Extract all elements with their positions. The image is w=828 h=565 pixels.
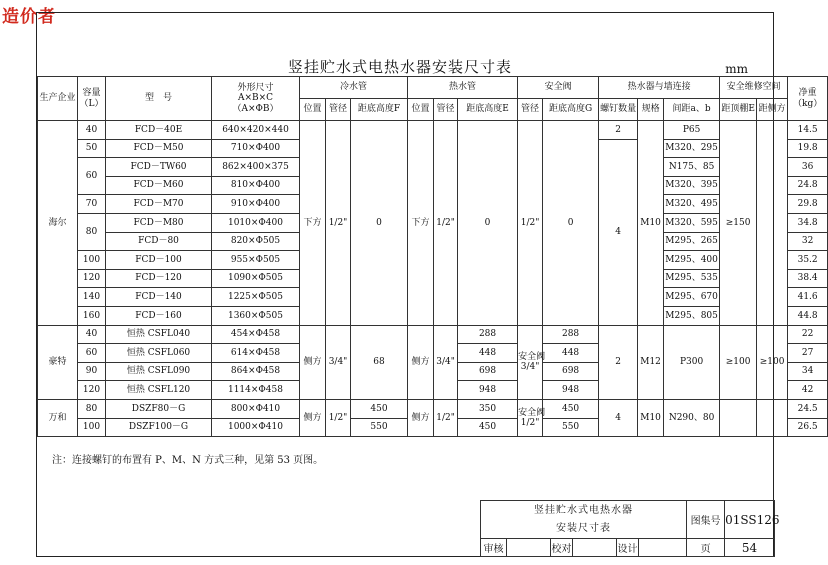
weight-cell: 41.6 [788,288,828,307]
spacing-cell: N290、80 [664,399,720,436]
atlas-label: 图集号 [687,501,725,539]
spacing-cell: P300 [664,325,720,399]
dimensions-cell: 1090×Φ505 [212,269,300,288]
hot-diameter-cell: 1/2" [434,121,458,326]
header-hot-position: 位置 [408,99,434,121]
header-height-g: 距底高度G [543,99,599,121]
valve-diameter-cell: 安全阀 1/2" [518,399,543,436]
valve-height-cell: 288 [543,325,599,344]
spacing-cell: P65 [664,121,720,140]
valve-diameter-cell: 安全阀 3/4" [518,325,543,399]
weight-cell: 38.4 [788,269,828,288]
spec-cell: M10 [638,121,664,326]
model-cell: FCD－120 [106,269,212,288]
top-distance-cell: ≥100 [720,325,757,399]
header-wall-connection: 热水器与墙连接 [599,77,720,99]
model-cell: 恒热 CSFL120 [106,381,212,400]
model-cell: 恒热 CSFL040 [106,325,212,344]
brand-haier: 海尔 [38,121,78,326]
weight-cell: 14.5 [788,121,828,140]
model-cell: FCD－80 [106,232,212,251]
capacity-cell: 60 [78,158,106,195]
weight-cell: 44.8 [788,306,828,325]
installation-size-table [37,76,828,437]
header-side-distance: 距侧方 [757,99,788,121]
spacing-cell: M295、265 [664,232,720,251]
table-title: 竖挂贮水式电热水器安装尺寸表 [287,58,512,76]
model-cell: FCD－160 [106,306,212,325]
capacity-cell: 80 [78,399,106,418]
side-distance-cell [757,121,788,326]
header-height-f: 距底高度F [351,99,408,121]
atlas-number: 01SS126 [725,501,775,539]
hot-height-cell: 0 [458,121,518,326]
capacity-cell: 90 [78,362,106,381]
dimensions-cell: 710×Φ400 [212,139,300,158]
header-model: 型 号 [106,77,212,121]
dimensions-cell: 1360×Φ505 [212,306,300,325]
bolt-count-cell: 2 [599,325,638,399]
dimensions-cell: 862×400×375 [212,158,300,177]
design-signature [639,539,687,557]
header-cold-pipe: 冷水管 [300,77,408,99]
model-cell: FCD－40E [106,121,212,140]
hot-height-cell: 450 [458,418,518,437]
dimensions-cell: 955×Φ505 [212,251,300,270]
capacity-cell: 40 [78,325,106,344]
header-capacity: 容量 （L） [78,77,106,121]
spacing-cell: M320、295 [664,139,720,158]
hot-height-cell: 698 [458,362,518,381]
valve-height-cell: 948 [543,381,599,400]
weight-cell: 42 [788,381,828,400]
dimensions-cell: 640×420×440 [212,121,300,140]
weight-cell: 34 [788,362,828,381]
header-top-distance: 距顶棚E [720,99,757,121]
header-cold-diameter: 管径 [326,99,351,121]
side-distance-cell [757,399,788,436]
review-label: 审核 [481,539,507,557]
dimensions-cell: 910×Φ400 [212,195,300,214]
valve-height-cell: 550 [543,418,599,437]
hot-height-cell: 288 [458,325,518,344]
table-row [38,121,828,140]
cold-position-cell: 侧方 [300,399,326,436]
cold-height-cell: 550 [351,418,408,437]
hot-diameter-cell: 3/4" [434,325,458,399]
hot-height-cell: 448 [458,344,518,363]
spacing-cell: M295、535 [664,269,720,288]
cold-diameter-cell: 1/2" [326,399,351,436]
hot-height-cell: 350 [458,399,518,418]
weight-cell: 34.8 [788,213,828,232]
model-cell: FCD－M80 [106,213,212,232]
bolt-count-cell: 4 [599,399,638,436]
top-distance-cell: ≥150 [720,121,757,326]
spacing-cell: M295、400 [664,251,720,270]
hot-diameter-cell: 1/2" [434,399,458,436]
valve-diameter-cell: 1/2" [518,121,543,326]
cold-diameter-cell: 3/4" [326,325,351,399]
weight-cell: 27 [788,344,828,363]
brand-wanhe: 万和 [38,399,78,436]
cold-height-cell: 68 [351,325,408,399]
model-cell: FCD－M50 [106,139,212,158]
spacing-cell: M295、805 [664,306,720,325]
model-cell: FCD－TW60 [106,158,212,177]
header-cold-position: 位置 [300,99,326,121]
header-net-weight: 净重 （kg） [788,77,828,121]
brand-haote: 豪特 [38,325,78,399]
weight-cell: 24.8 [788,176,828,195]
dimensions-cell: 864×Φ458 [212,362,300,381]
spacing-cell: N175、85 [664,158,720,177]
cold-diameter-cell: 1/2" [326,121,351,326]
header-valve-diameter: 管径 [518,99,543,121]
watermark-logo: 造价者 [2,7,56,27]
model-cell: FCD－M60 [106,176,212,195]
cold-height-cell: 0 [351,121,408,326]
spacing-cell: M320、595 [664,213,720,232]
capacity-cell: 50 [78,139,106,158]
cold-position-cell: 下方 [300,121,326,326]
capacity-cell: 40 [78,121,106,140]
unit-label: mm [725,62,748,76]
model-cell: DSZF100－G [106,418,212,437]
header-hot-diameter: 管径 [434,99,458,121]
top-distance-cell [720,399,757,436]
bolt-count-cell: 4 [599,139,638,325]
capacity-cell: 100 [78,251,106,270]
table-row [38,325,828,344]
valve-height-cell: 448 [543,344,599,363]
weight-cell: 26.5 [788,418,828,437]
spacing-cell: M320、395 [664,176,720,195]
weight-cell: 24.5 [788,399,828,418]
dimensions-cell: 810×Φ400 [212,176,300,195]
capacity-cell: 100 [78,418,106,437]
weight-cell: 36 [788,158,828,177]
spacing-cell: M320、495 [664,195,720,214]
header-height-e: 距底高度E [458,99,518,121]
dimensions-cell: 820×Φ505 [212,232,300,251]
weight-cell: 35.2 [788,251,828,270]
hot-position-cell: 侧方 [408,325,434,399]
footnote: 注：连接螺钉的布置有 P、M、N 方式三种，见第 53 页图。 [52,455,324,466]
model-cell: 恒热 CSFL060 [106,344,212,363]
dimensions-cell: 1010×Φ400 [212,213,300,232]
model-cell: 恒热 CSFL090 [106,362,212,381]
page-number: 54 [725,539,775,557]
model-cell: FCD－M70 [106,195,212,214]
capacity-cell: 120 [78,381,106,400]
dimensions-cell: 614×Φ458 [212,344,300,363]
hot-height-cell: 948 [458,381,518,400]
check-label: 校对 [551,539,573,557]
header-hot-pipe: 热水管 [408,77,518,99]
dimensions-cell: 1114×Φ458 [212,381,300,400]
header-dimensions: 外形尺寸 A×B×C （A×ΦB） [212,77,300,121]
model-cell: FCD－100 [106,251,212,270]
spacing-cell: M295、670 [664,288,720,307]
capacity-cell: 70 [78,195,106,214]
capacity-cell: 140 [78,288,106,307]
header-bolt-count: 螺钉数量 [599,99,638,121]
capacity-cell: 60 [78,344,106,363]
dimensions-cell: 454×Φ458 [212,325,300,344]
header-maintenance-space: 安全维修空间 [720,77,788,99]
dimensions-cell: 1000×Φ410 [212,418,300,437]
model-cell: FCD－140 [106,288,212,307]
header-spec: 规格 [638,99,664,121]
model-cell: DSZF80－G [106,399,212,418]
capacity-cell: 120 [78,269,106,288]
weight-cell: 19.8 [788,139,828,158]
title-block [480,500,780,557]
spec-cell: M10 [638,399,664,436]
side-distance-cell: ≥100 [757,325,788,399]
design-label: 设计 [617,539,639,557]
check-signature [573,539,617,557]
dimensions-cell: 1225×Φ505 [212,288,300,307]
header-spacing: 间距a、b [664,99,720,121]
dimensions-cell: 800×Φ410 [212,399,300,418]
table-row [38,399,828,418]
cold-height-cell: 450 [351,399,408,418]
header-manufacturer: 生产企业 [38,77,78,121]
weight-cell: 32 [788,232,828,251]
header-safety-valve: 安全阀 [518,77,599,99]
weight-cell: 22 [788,325,828,344]
hot-position-cell: 侧方 [408,399,434,436]
valve-height-cell: 698 [543,362,599,381]
page-label: 页 [687,539,725,557]
bolt-count-cell: 2 [599,121,638,140]
capacity-cell: 160 [78,306,106,325]
spec-cell: M12 [638,325,664,399]
cold-position-cell: 侧方 [300,325,326,399]
weight-cell: 29.8 [788,195,828,214]
valve-height-cell: 450 [543,399,599,418]
capacity-cell: 80 [78,213,106,250]
hot-position-cell: 下方 [408,121,434,326]
valve-height-cell: 0 [543,121,599,326]
title-block-title: 竖挂贮水式电热水器 安装尺寸表 [481,501,687,539]
review-signature [507,539,551,557]
